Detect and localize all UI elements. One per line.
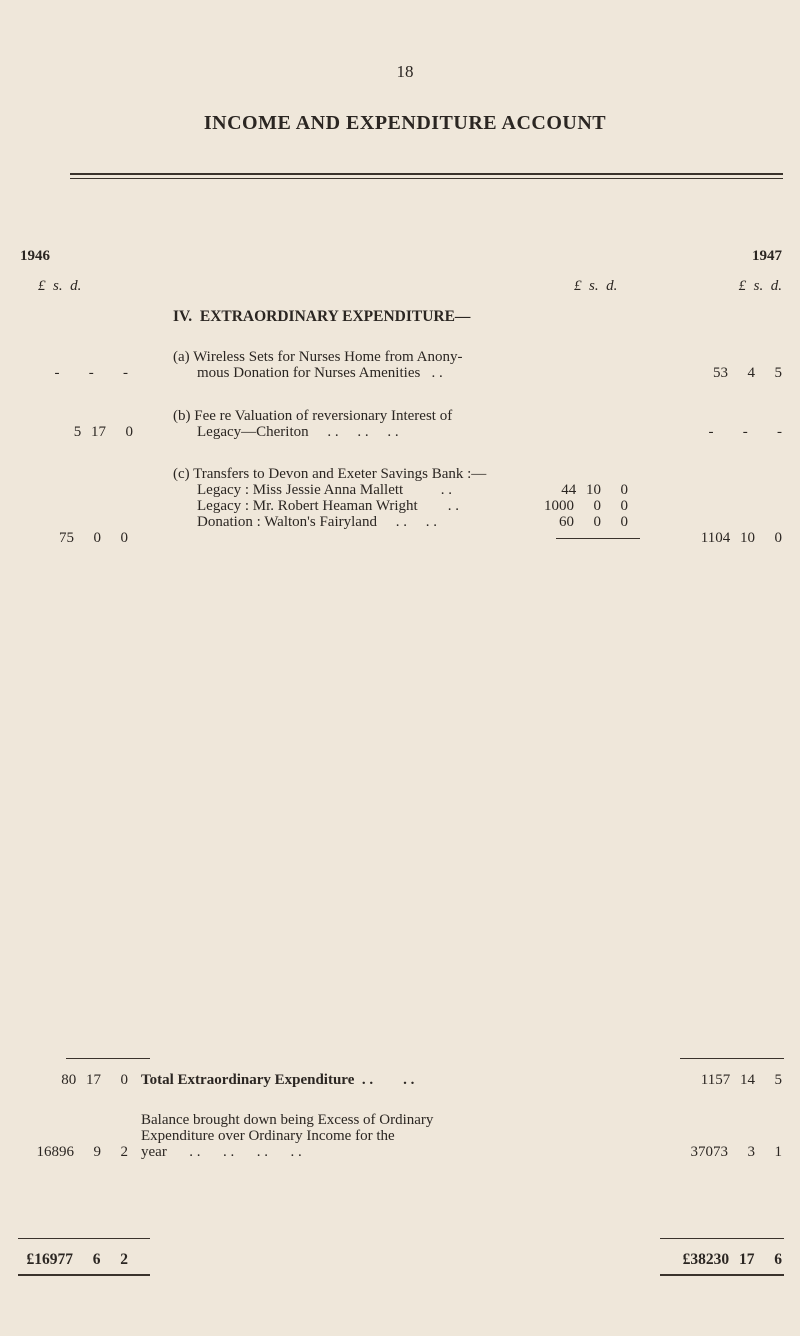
balance-1946: 16896 9 2	[36, 1144, 128, 1160]
grand-double-rule-1947	[660, 1274, 784, 1276]
subtotal-rule	[556, 538, 640, 539]
title-rule-top	[70, 173, 783, 175]
item-b-line2: Legacy—Cheriton . . . . . .	[197, 424, 399, 440]
item-a-line2: mous Donation for Nurses Amenities . .	[197, 365, 443, 381]
item-c-sub-2-amount: 1000 0 0	[544, 498, 628, 514]
currency-header-detail: £ s. d.	[574, 278, 618, 294]
item-c-sub-3-amount: 60 0 0	[559, 514, 628, 530]
total-1946: 80 17 0	[61, 1072, 128, 1088]
balance-line1: Balance brought down being Excess of Ordinary	[141, 1112, 434, 1128]
item-c-line1: (c) Transfers to Devon and Exeter Savings Bank :—	[173, 466, 487, 482]
balance-line2: Expenditure over Ordinary Income for the	[141, 1128, 395, 1144]
item-c-1947: 1104 10 0	[700, 530, 782, 546]
item-a-line1: (a) Wireless Sets for Nurses Home from Anony-	[173, 349, 463, 365]
grand-total-1947: £38230 17 6	[682, 1251, 782, 1268]
total-label: Total Extraordinary Expenditure . . . .	[141, 1072, 415, 1088]
item-c-sub-1-label: Legacy : Miss Jessie Anna Mallett . .	[197, 482, 452, 498]
page-title: INCOME AND EXPENDITURE ACCOUNT	[203, 112, 607, 134]
year-1947: 1947	[752, 248, 782, 264]
year-1946: 1946	[20, 248, 50, 264]
item-c-sub-2-label: Legacy : Mr. Robert Heaman Wright . .	[197, 498, 459, 514]
total-1947: 1157 14 5	[700, 1072, 782, 1088]
balance-1947: 37073 3 1	[690, 1144, 782, 1160]
page-number: 18	[396, 62, 414, 81]
total-rule-1947	[680, 1058, 784, 1059]
item-c-sub-1-amount: 44 10 0	[561, 482, 628, 498]
item-a-1946: - - -	[54, 365, 128, 381]
balance-line3: year . . . . . . . .	[141, 1144, 302, 1160]
grand-rule-1947	[660, 1238, 784, 1239]
grand-rule-1946	[18, 1238, 150, 1239]
total-rule-1946	[66, 1058, 150, 1059]
item-b-line1: (b) Fee re Valuation of reversionary Interest of	[173, 408, 453, 424]
item-b-1947: - - -	[708, 424, 782, 440]
grand-double-rule-1946	[18, 1274, 150, 1276]
section-heading: IV. EXTRAORDINARY EXPENDITURE—	[173, 308, 471, 325]
grand-total-1946: £16977 6 2	[26, 1251, 128, 1268]
currency-header-1947: £ s. d.	[738, 278, 782, 294]
title-rule-bottom	[70, 178, 783, 179]
item-c-1946: 75 0 0	[59, 530, 128, 546]
currency-header-1946: £ s. d.	[38, 278, 82, 294]
item-a-1947: 53 4 5	[713, 365, 782, 381]
item-c-sub-3-label: Donation : Walton's Fairyland . . . .	[197, 514, 437, 530]
item-b-1946: 5 17 0	[73, 424, 133, 440]
